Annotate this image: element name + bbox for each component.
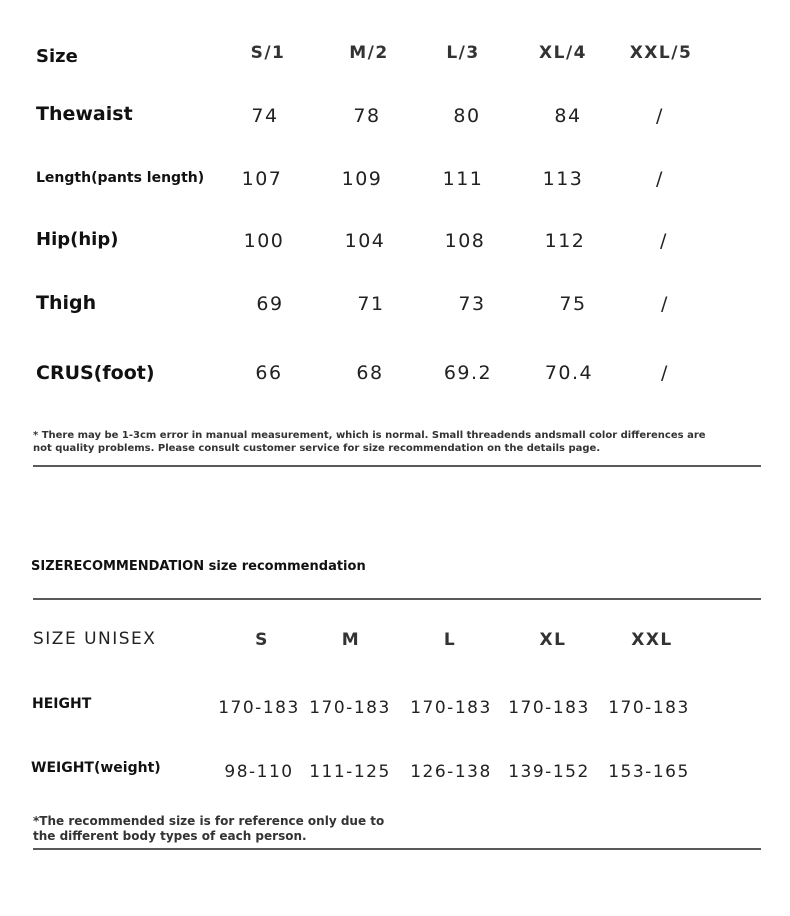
- row-label-hip: Hip(hip): [36, 229, 119, 250]
- divider: [33, 598, 761, 600]
- cell: 139-152: [508, 762, 590, 782]
- cell: 104: [344, 230, 386, 252]
- cell: /: [656, 105, 664, 127]
- cell: /: [656, 168, 664, 190]
- row-label-weight: WEIGHT(weight): [31, 760, 161, 776]
- row-label-waist: Thewaist: [36, 103, 133, 125]
- cell: 74: [251, 105, 279, 127]
- cell: 66: [255, 362, 283, 384]
- cell: 98-110: [224, 762, 294, 782]
- cell: 111: [442, 168, 484, 190]
- cell: 107: [241, 168, 283, 190]
- cell: 170-183: [410, 698, 492, 718]
- cell: /: [661, 293, 669, 315]
- cell: 170-183: [218, 698, 300, 718]
- row-label-height: HEIGHT: [32, 696, 92, 712]
- cell: 69: [256, 293, 284, 315]
- cell: 69.2: [443, 362, 493, 384]
- size-header-xxl: XXL/5: [629, 43, 693, 63]
- cell: 68: [356, 362, 384, 384]
- cell: 112: [544, 230, 586, 252]
- recommendation-note: *The recommended size is for reference only due to the different body types of each person.: [33, 814, 385, 843]
- cell: 80: [453, 105, 481, 127]
- rec-header-xl: XL: [539, 630, 567, 650]
- cell: 170-183: [608, 698, 690, 718]
- cell: 108: [444, 230, 486, 252]
- cell: /: [660, 230, 668, 252]
- cell: 100: [243, 230, 285, 252]
- cell: /: [661, 362, 669, 384]
- divider: [33, 848, 761, 850]
- rec-header-l: L: [443, 630, 457, 650]
- row-label-crus: CRUS(foot): [36, 362, 155, 384]
- rec-header-m: M: [341, 630, 361, 650]
- cell: 109: [341, 168, 383, 190]
- cell: 111-125: [309, 762, 391, 782]
- rec-header-label: SIZE UNISEX: [33, 629, 157, 649]
- row-label-length: Length(pants length): [36, 170, 205, 186]
- rec-header-xxl: XXL: [631, 630, 673, 650]
- measurement-note: * There may be 1-3cm error in manual measurement, which is normal. Small threadends andsmall color differences are not quality problems. Please consult customer service for size recommendation on the details page.: [33, 430, 706, 454]
- size-header-l: L/3: [446, 43, 480, 63]
- cell: 84: [554, 105, 582, 127]
- cell: 113: [542, 168, 584, 190]
- row-label-thigh: Thigh: [36, 292, 97, 314]
- section-title: SIZERECOMMENDATION size recommendation: [31, 559, 366, 574]
- size-header-xl: XL/4: [539, 43, 587, 63]
- cell: 153-165: [608, 762, 690, 782]
- size-header-label: Size: [36, 46, 78, 67]
- cell: 73: [458, 293, 486, 315]
- cell: 78: [353, 105, 381, 127]
- cell: 70.4: [544, 362, 594, 384]
- cell: 170-183: [309, 698, 391, 718]
- cell: 75: [559, 293, 587, 315]
- divider: [33, 465, 761, 467]
- cell: 126-138: [410, 762, 492, 782]
- cell: 170-183: [508, 698, 590, 718]
- size-header-s: S/1: [250, 43, 286, 63]
- cell: 71: [357, 293, 385, 315]
- size-header-m: M/2: [349, 43, 389, 63]
- rec-header-s: S: [255, 630, 269, 650]
